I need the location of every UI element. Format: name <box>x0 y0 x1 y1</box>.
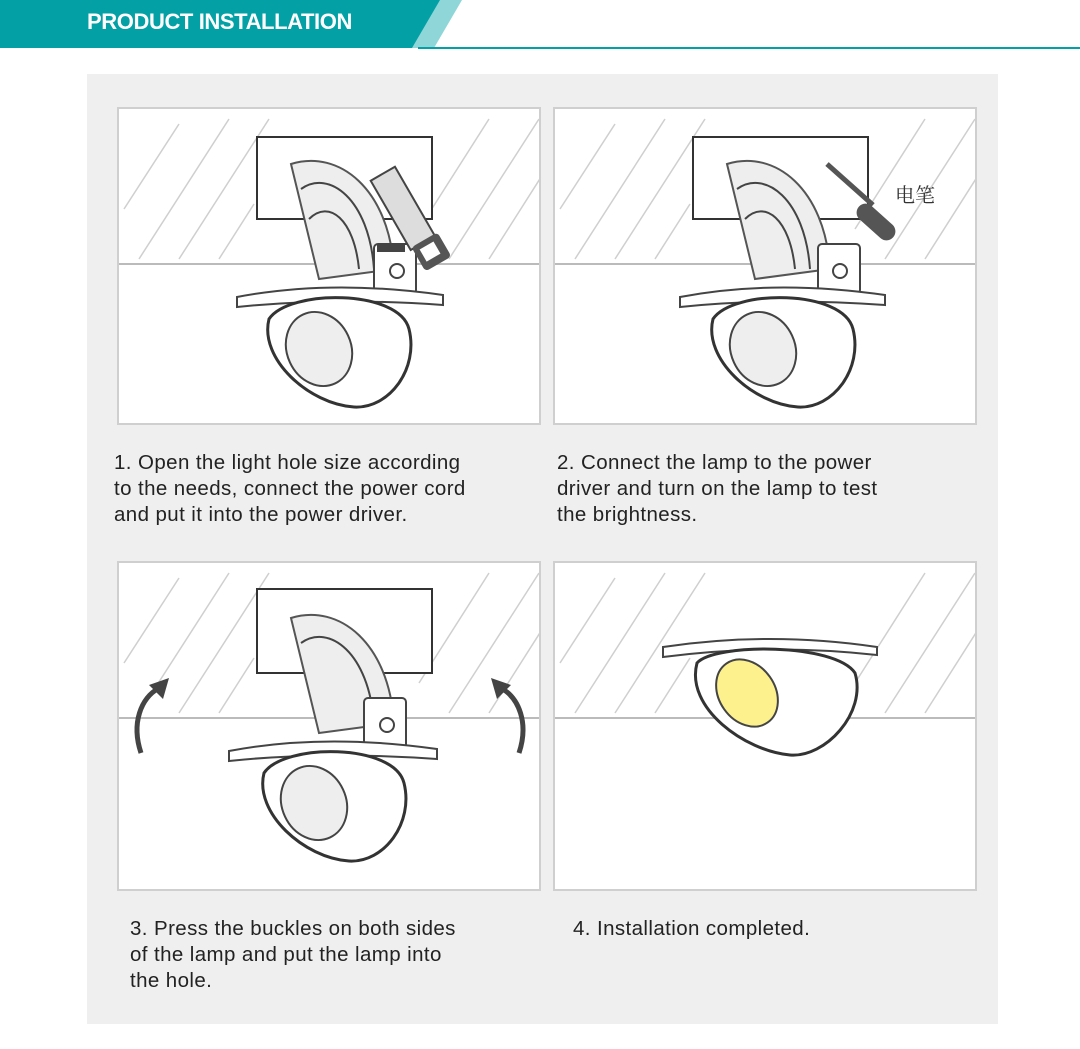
curved-arrow-right-icon <box>491 678 523 753</box>
step-3-caption: 3. Press the buckles on both sides of the lamp and put the lamp into the hole. <box>130 917 456 992</box>
header-underline <box>418 47 1080 49</box>
step-2-illustration <box>553 107 977 425</box>
tool-label: 电笔 <box>895 183 935 207</box>
curved-arrow-left-icon <box>137 678 169 753</box>
section-header <box>0 0 1080 50</box>
step-1-caption: 1. Open the light hole size according to the needs, connect the power cord and put it into the power driver. <box>114 451 466 526</box>
step-4-caption: 4. Installation completed. <box>573 917 811 940</box>
page-title: PRODUCT INSTALLATION <box>87 9 352 34</box>
step-3-illustration <box>117 561 541 891</box>
step-4-illustration <box>553 561 977 891</box>
step-2-caption: 2. Connect the lamp to the power driver and turn on the lamp to test the brightness. <box>557 451 878 526</box>
step-1-illustration <box>117 107 541 425</box>
